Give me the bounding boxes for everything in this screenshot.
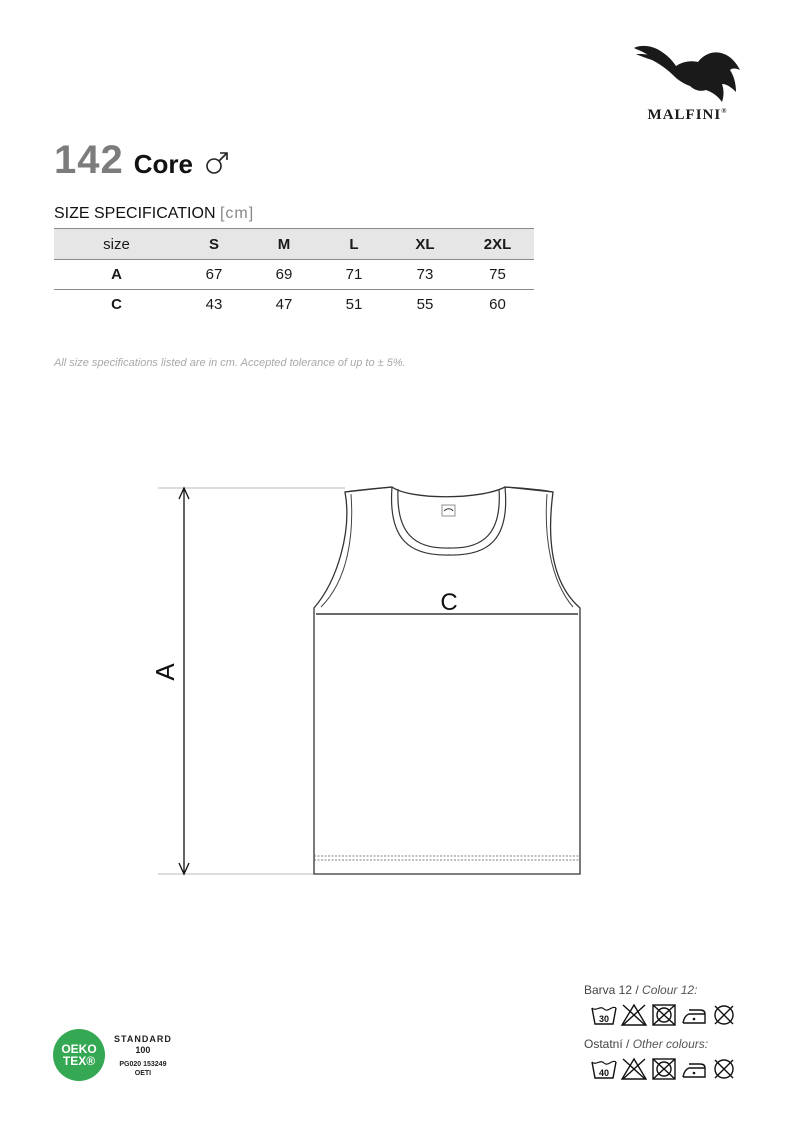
- no-tumble-dry-icon: [650, 1056, 678, 1082]
- row-label: C: [111, 296, 122, 313]
- care-icons-other: [590, 1056, 738, 1082]
- oeko-tex-logo-icon: [52, 1028, 106, 1082]
- product-name: Core: [133, 149, 193, 179]
- brand-name: MALFINI®: [647, 107, 728, 123]
- table-row: [54, 260, 534, 290]
- no-bleach-icon: [620, 1002, 648, 1028]
- size-table-header: [54, 229, 534, 260]
- svg-text:TEX®: TEX®: [62, 1054, 96, 1068]
- table-cell: 47: [275, 296, 293, 313]
- table-cell: 69: [249, 260, 319, 290]
- no-tumble-dry-icon: [650, 1002, 678, 1028]
- svg-text:40: 40: [598, 1068, 610, 1078]
- dimension-c-label: C: [440, 589, 458, 616]
- iron-icon: [680, 1056, 708, 1082]
- iron-icon: [680, 1002, 708, 1028]
- size-header-cell: S: [179, 229, 249, 260]
- table-cell: 55: [416, 296, 434, 313]
- male-gender-icon: [205, 151, 229, 175]
- no-bleach-icon: [620, 1056, 648, 1082]
- svg-text:OEKO: OEKO: [61, 1042, 97, 1056]
- table-row: [54, 290, 534, 320]
- size-header-cell: L: [319, 229, 389, 260]
- table-cell: 43: [205, 296, 223, 313]
- table-cell: 75: [461, 260, 534, 290]
- size-header-cell: XL: [389, 229, 461, 260]
- care-label-colour12: Barva 12 / Colour 12:: [584, 983, 698, 997]
- table-cell: 73: [389, 260, 461, 290]
- oeko-tex-standard: STANDARD 100 PG020 153249 OETI: [114, 1034, 172, 1077]
- no-dry-clean-icon: [710, 1002, 738, 1028]
- tolerance-note: All size specifications listed are in cm. Accepted tolerance of up to ± 5%.: [54, 357, 406, 369]
- row-label: A: [54, 260, 179, 290]
- table-cell: 67: [179, 260, 249, 290]
- tank-top-diagram: [150, 480, 600, 880]
- dimension-a-label: A: [150, 663, 180, 681]
- eagle-logo-icon: [632, 40, 744, 106]
- product-title: [54, 138, 229, 183]
- table-cell: 60: [489, 296, 506, 313]
- care-icons-colour12: [590, 1002, 738, 1028]
- size-table: [54, 228, 534, 319]
- wash-icon: [590, 1056, 618, 1082]
- size-header-cell: 2XL: [461, 229, 534, 260]
- svg-text:30: 30: [598, 1014, 610, 1024]
- no-dry-clean-icon: [710, 1056, 738, 1082]
- size-header-label: size: [54, 229, 179, 260]
- product-code: 142: [54, 138, 124, 182]
- size-header-cell: M: [249, 229, 319, 260]
- table-cell: 51: [345, 296, 363, 313]
- care-label-other: Ostatní / Other colours:: [584, 1037, 709, 1051]
- table-cell: 71: [319, 260, 389, 290]
- spec-heading: SIZE SPECIFICATION [cm]: [54, 205, 255, 222]
- wash-icon: [590, 1002, 618, 1028]
